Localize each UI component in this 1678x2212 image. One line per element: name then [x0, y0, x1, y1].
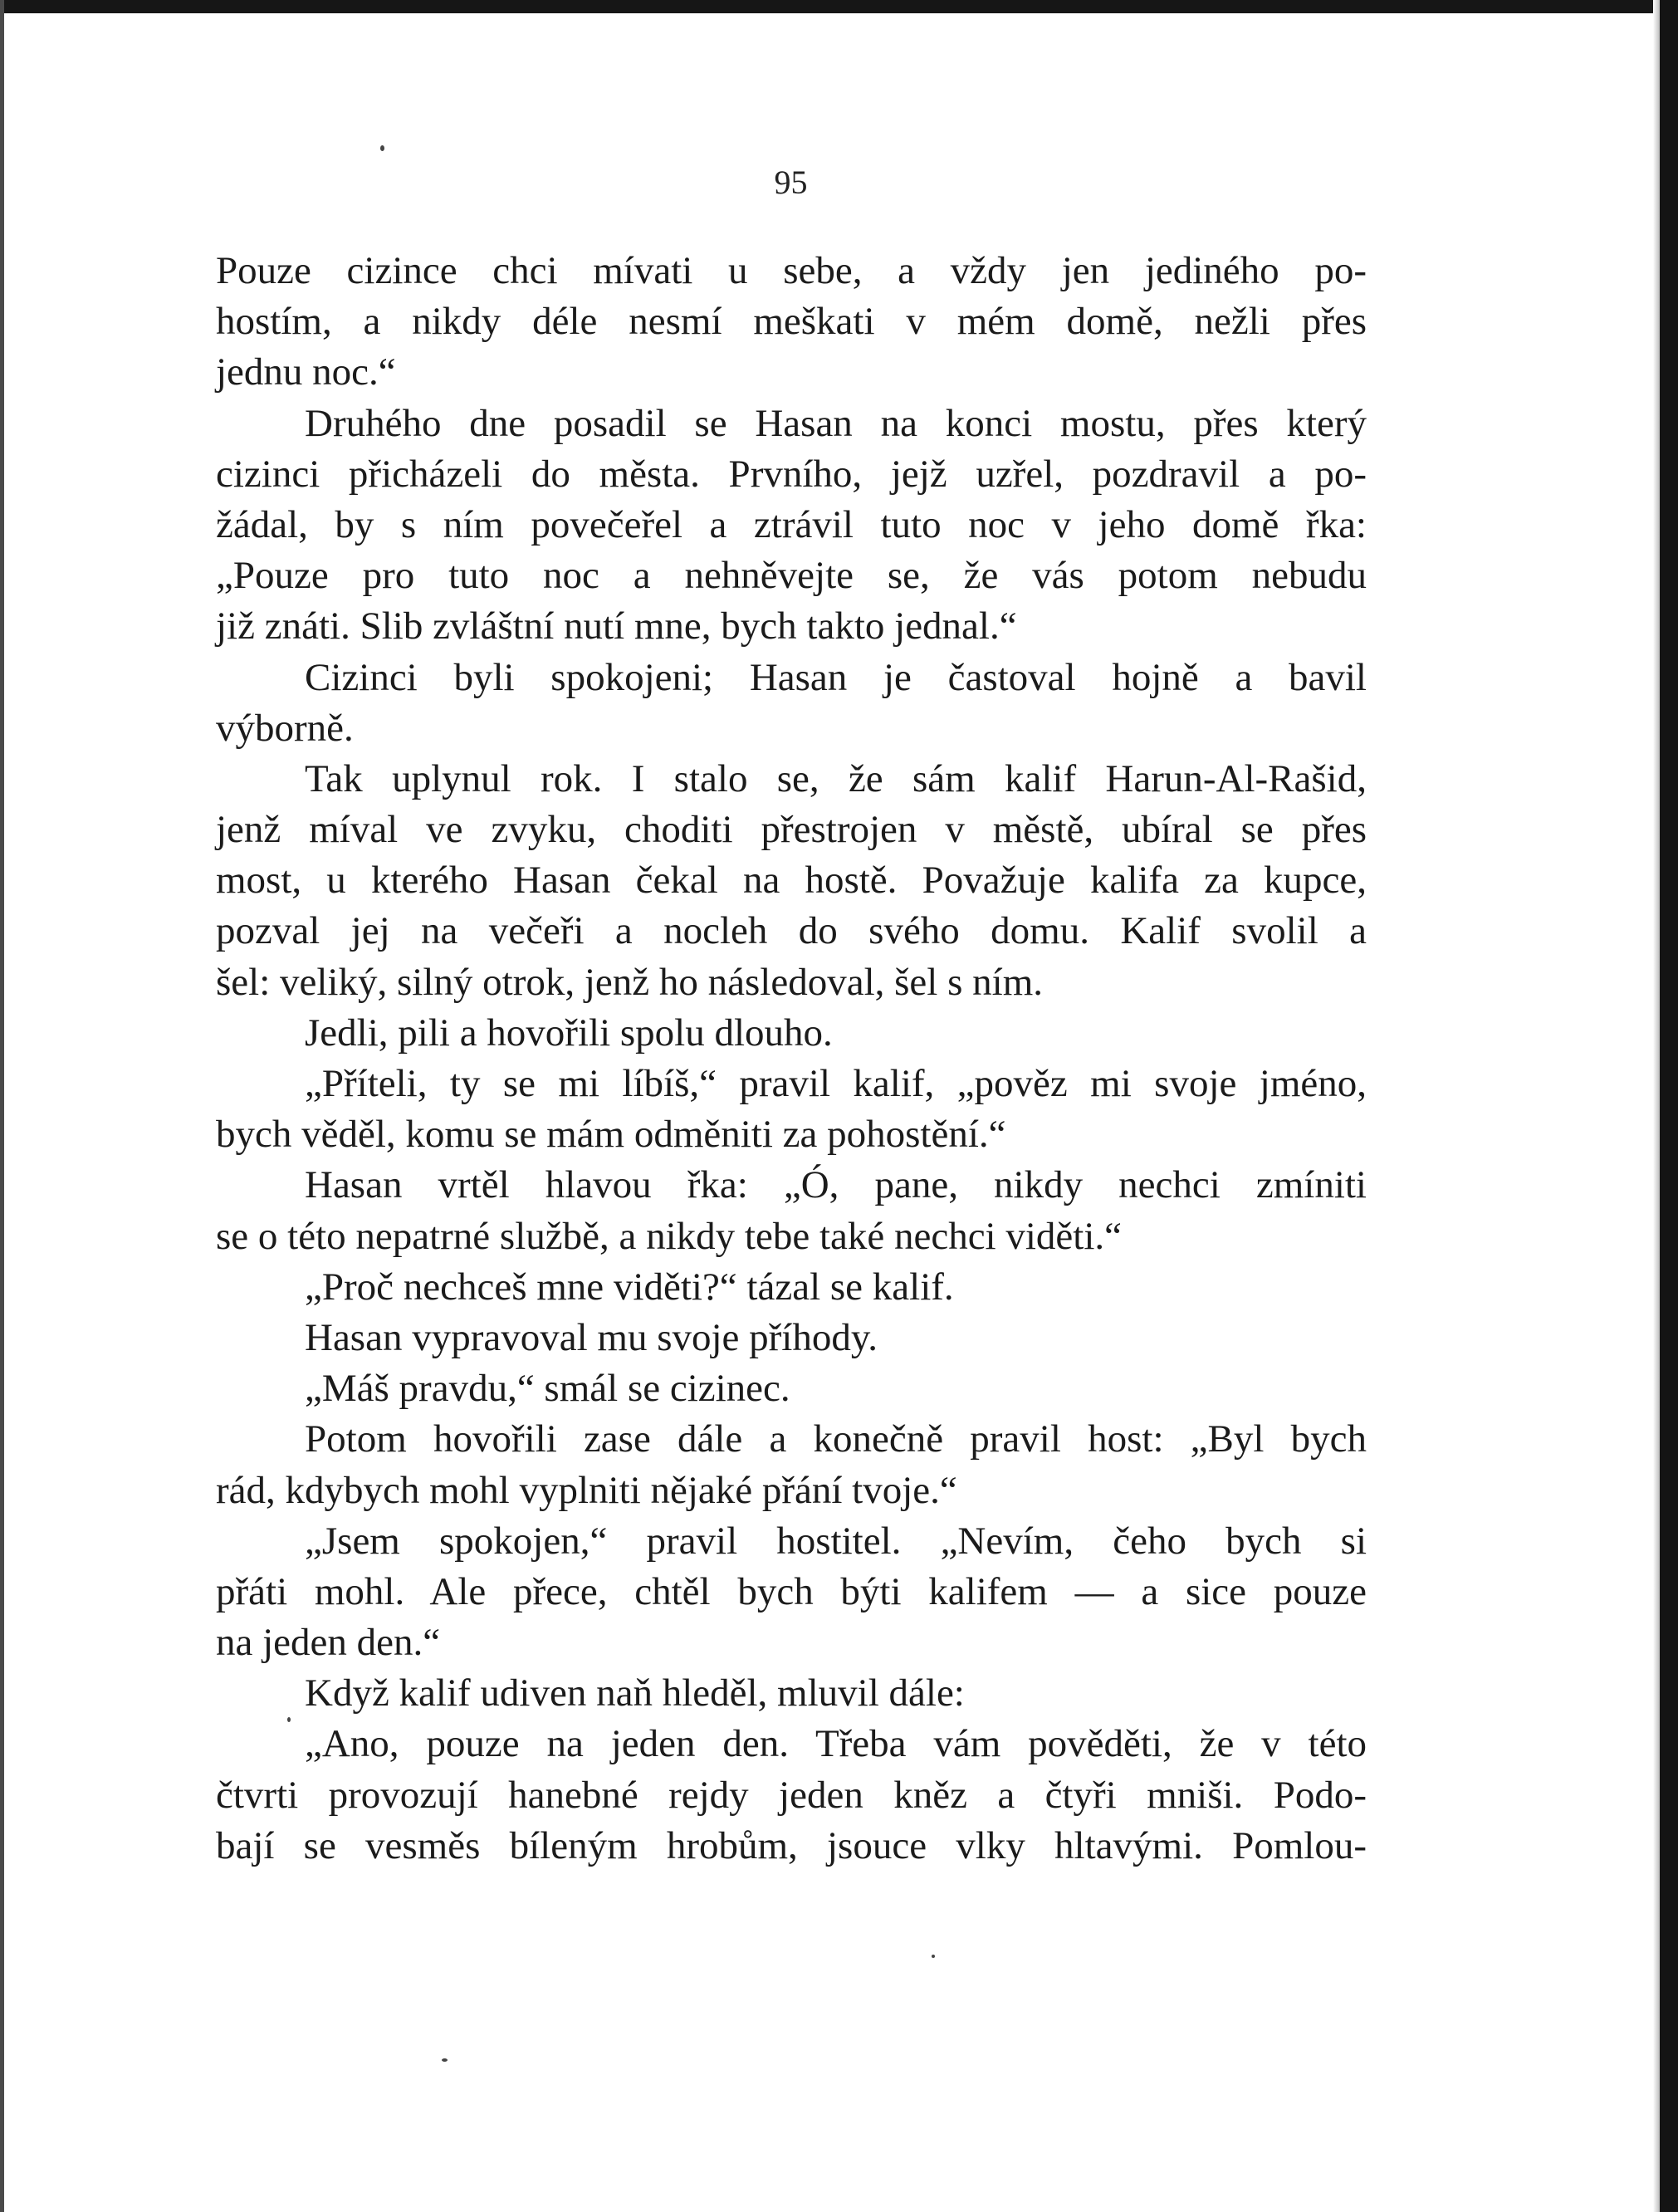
text-line: Hasan vypravoval mu svoje příhody.	[305, 1315, 878, 1359]
scan-speck	[287, 1717, 291, 1722]
scan-speck	[932, 1955, 935, 1958]
scan-speck	[442, 2058, 448, 2062]
text-line: Potom hovořili zase dále a konečně pravil host: „Byl bych	[305, 1417, 1367, 1461]
text-line: šel: veliký, silný otrok, jenž ho následoval, šel s ním.	[216, 960, 1043, 1004]
text-line: Druhého dne posadil se Hasan na konci mostu, přes který	[305, 401, 1367, 445]
text-line: Cizinci byli spokojeni; Hasan je častoval hojně a bavil	[305, 655, 1367, 699]
page-number: 95	[774, 164, 808, 201]
text-line: most, u kterého Hasan čekal na hostě. Považuje kalifa za kupce,	[216, 859, 1367, 903]
text-line: „Pouze pro tuto noc a nehněvejte se, že vás potom nebudu	[216, 554, 1367, 598]
text-line: Pouze cizince chci mívati u sebe, a vždy jen jediného po-	[216, 249, 1367, 292]
text-line: přáti mohl. Ale přece, chtěl bych býti kalifem — a sice pouze	[216, 1569, 1367, 1613]
text-line: „Příteli, ty se mi líbíš,“ pravil kalif, „pověz mi svoje jméno,	[305, 1062, 1367, 1105]
scan-border-top	[0, 0, 1678, 13]
text-line: hostím, a nikdy déle nesmí meškati v mém domě, nežli přes	[216, 300, 1367, 344]
scan-speck	[380, 145, 384, 151]
text-line: se o této nepatrné službě, a nikdy tebe také nechci viděti.“	[216, 1214, 1123, 1258]
text-line: na jeden den.“	[216, 1621, 441, 1665]
scan-border-left	[0, 0, 4, 2212]
text-line: jenž míval ve zvyku, choditi přestrojen v městě, ubíral se přes	[216, 808, 1367, 852]
text-line: „Máš pravdu,“ smál se cizinec.	[305, 1367, 790, 1411]
text-line: cizinci přicházeli do města. Prvního, jejž uzřel, pozdravil a po-	[216, 452, 1367, 496]
text-line: žádal, by s ním povečeřel a ztrávil tuto noc v jeho domě řka:	[216, 502, 1367, 546]
body-text	[216, 246, 1367, 1872]
text-line: jednu noc.“	[216, 350, 396, 394]
text-line: již znáti. Slib zvláštní nutí mne, bych takto jednal.“	[216, 604, 1017, 648]
text-line: čtvrti provozují hanebné rejdy jeden kněz a čtyři mniši. Podo-	[216, 1773, 1367, 1817]
text-line: „Ano, pouze na jeden den. Třeba vám pověděti, že v této	[305, 1722, 1367, 1766]
scan-page-edge-shadow	[1653, 0, 1660, 2212]
text-line: „Proč nechceš mne viděti?“ tázal se kalif.	[305, 1265, 954, 1309]
text-line: výborně.	[216, 706, 354, 750]
text-line: rád, kdybych mohl vyplniti nějaké přání tvoje.“	[216, 1468, 957, 1512]
text-line: Když kalif udiven naň hleděl, mluvil dále:	[305, 1671, 965, 1715]
text-line: bych věděl, komu se mám odměniti za pohostění.“	[216, 1113, 1006, 1157]
text-line: Jedli, pili a hovořili spolu dlouho.	[305, 1011, 833, 1055]
text-line: Hasan vrtěl hlavou řka: „Ó, pane, nikdy nechci zmíniti	[305, 1163, 1367, 1207]
text-line: bají se vesměs bíleným hrobům, jsouce vlky hltavými. Pomlou-	[216, 1823, 1367, 1867]
text-line: pozval jej na večeři a nocleh do svého domu. Kalif svolil a	[216, 909, 1367, 953]
text-line: Tak uplynul rok. I stalo se, že sám kalif Harun-Al-Rašid,	[305, 756, 1367, 800]
text-line: „Jsem spokojen,“ pravil hostitel. „Nevím, čeho bych si	[305, 1519, 1367, 1563]
scan-border-right	[1660, 0, 1678, 2212]
